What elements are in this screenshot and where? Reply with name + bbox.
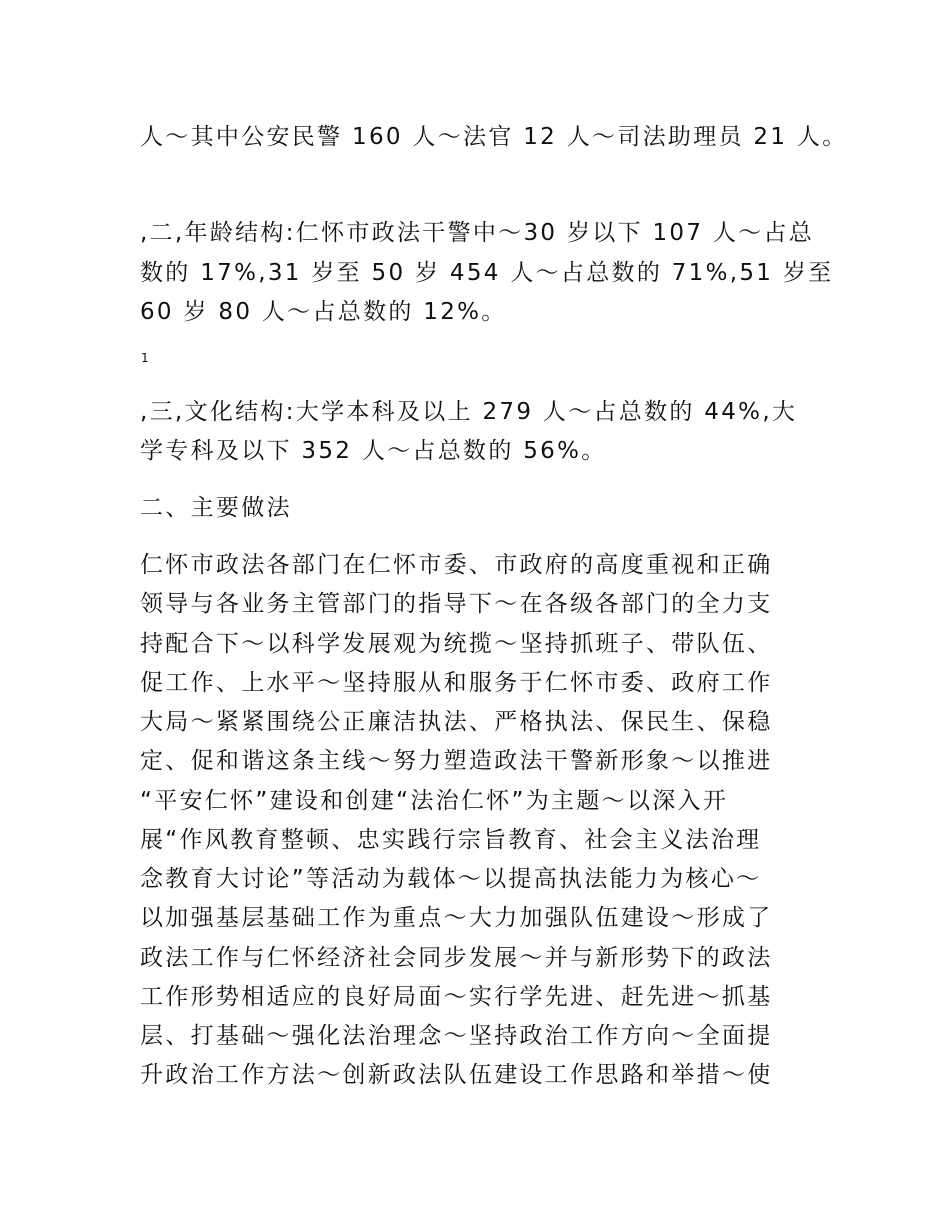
text-line: “平安仁怀”建设和创建“法治仁怀”为主题～以深入开 xyxy=(140,788,729,814)
text-line: 持配合下～以科学发展观为统揽～坚持抓班子、带队伍、 xyxy=(140,631,773,657)
text-line: 仁怀市政法各部门在仁怀市委、市政府的高度重视和正确 xyxy=(140,552,773,578)
text-line: 政法工作与仁怀经济社会同步发展～并与新形势下的政法 xyxy=(140,945,773,971)
text-line: 大局～紧紧围绕公正廉洁执法、严格执法、保民生、保稳 xyxy=(140,709,773,735)
text-line: 领导与各业务主管部门的指导下～在各级各部门的全力支 xyxy=(140,591,773,617)
text-line: 学专科及以下 352 人～占总数的 56%。 xyxy=(140,438,607,464)
page-number: 1 xyxy=(141,351,149,365)
text-line: 展“作风教育整顿、忠实践行宗旨教育、社会主义法治理 xyxy=(140,827,762,853)
text-line: 60 岁 80 人～占总数的 12%。 xyxy=(140,299,507,325)
text-line: 工作形势相适应的良好局面～实行学先进、赶先进～抓基 xyxy=(140,984,773,1010)
text-line: ,三,文化结构:大学本科及以上 279 人～占总数的 44%,大 xyxy=(140,399,798,425)
text-line: 促工作、上水平～坚持服从和服务于仁怀市委、政府工作 xyxy=(140,670,773,696)
text-line: 升政治工作方法～创新政法队伍建设工作思路和举措～使 xyxy=(140,1062,773,1088)
text-line: 层、打基础～强化法治理念～坚持政治工作方向～全面提 xyxy=(140,1023,773,1049)
text-line: 定、促和谐这条主线～努力塑造政法干警新形象～以推进 xyxy=(140,748,773,774)
section-heading: 二、主要做法 xyxy=(140,495,292,521)
text-line: 念教育大讨论”等活动为载体～以提高执法能力为核心～ xyxy=(140,866,762,892)
text-line: 数的 17%,31 岁至 50 岁 454 人～占总数的 71%,51 岁至 xyxy=(140,260,834,286)
paragraph-intro-tail: 人～其中公安民警 160 人～法官 12 人～司法助理员 21 人。 xyxy=(140,124,848,150)
text-line: 以加强基层基础工作为重点～大力加强队伍建设～形成了 xyxy=(140,905,773,931)
text-line: ,二,年龄结构:仁怀市政法干警中～30 岁以下 107 人～占总 xyxy=(140,220,815,246)
